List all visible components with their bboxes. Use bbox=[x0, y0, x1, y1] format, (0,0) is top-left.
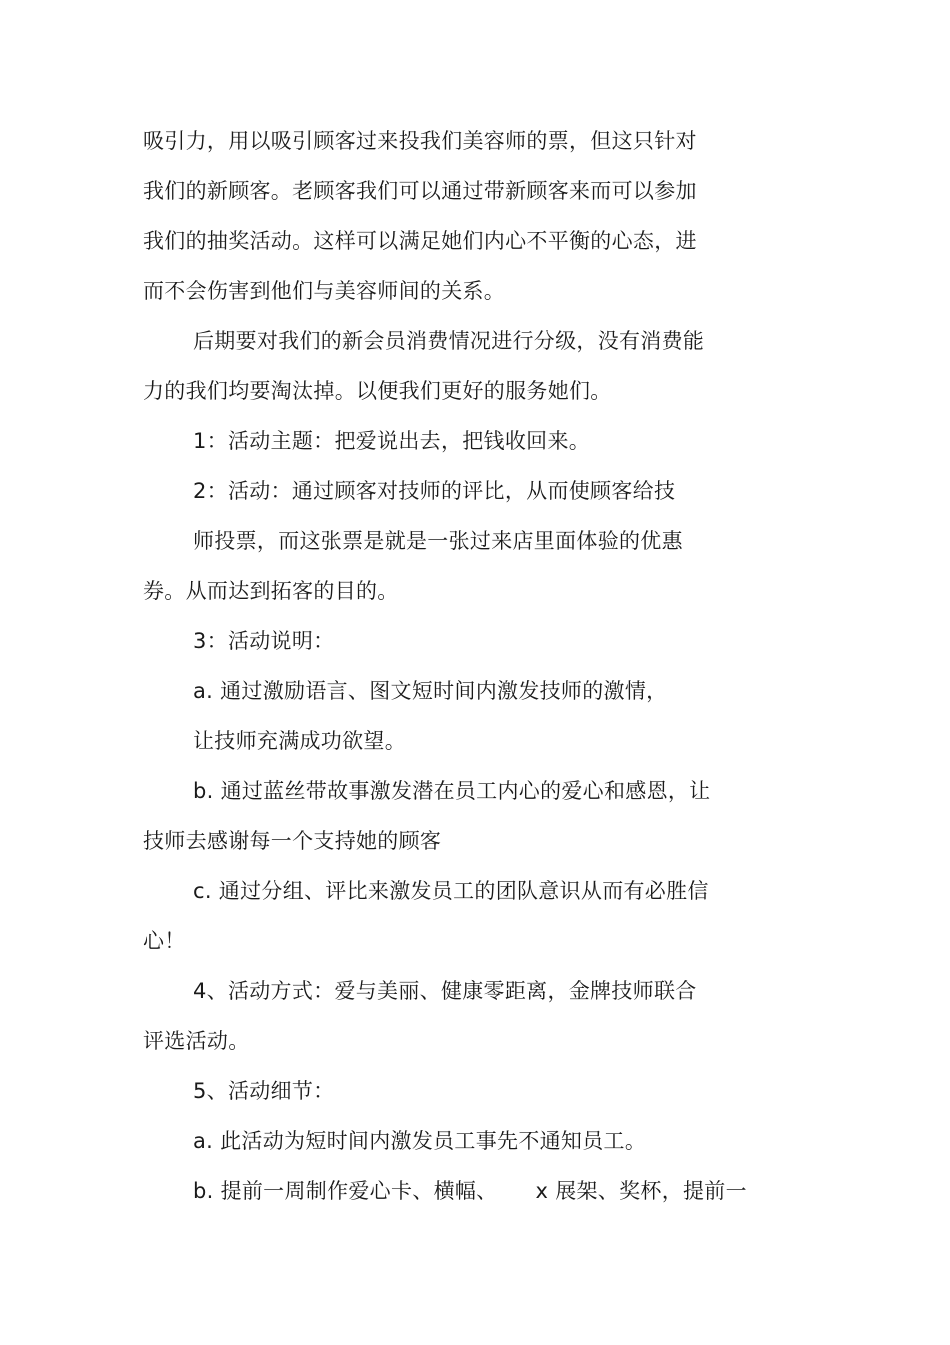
paragraph-line: 券。从而达到拓客的目的。 bbox=[143, 579, 399, 603]
last-line-part2: x bbox=[535, 1179, 549, 1203]
last-line-part1: b. 提前一周制作爱心卡、横幅、 bbox=[193, 1179, 498, 1203]
last-line-part3: 展架、奖杯，提前一 bbox=[555, 1179, 747, 1203]
paragraph-line: 力的我们均要淘汰掉。以便我们更好的服务她们。 bbox=[143, 379, 612, 403]
paragraph-line: 心！ bbox=[143, 929, 186, 953]
paragraph-line: 我们的新顾客。老顾客我们可以通过带新顾客来而可以参加 bbox=[143, 179, 697, 203]
paragraph-line: 技师去感谢每一个支持她的顾客 bbox=[143, 829, 442, 853]
list-item: a. 此活动为短时间内激发员工事先不通知员工。 bbox=[193, 1129, 647, 1153]
paragraph-line: 后期要对我们的新会员消费情况进行分级，没有消费能 bbox=[193, 329, 705, 353]
paragraph-line: 我们的抽奖活动。这样可以满足她们内心不平衡的心态，进 bbox=[143, 229, 697, 253]
list-item: 4、活动方式：爱与美丽、健康零距离，金牌技师联合 bbox=[193, 979, 697, 1003]
paragraph-line: 师投票，而这张票是就是一张过来店里面体验的优惠 bbox=[193, 529, 683, 553]
list-item: 2：活动：通过顾客对技师的评比，从而使顾客给技 bbox=[193, 479, 676, 503]
list-item: b. 通过蓝丝带故事激发潜在员工内心的爱心和感恩，让 bbox=[193, 779, 711, 803]
paragraph-line: 评选活动。 bbox=[143, 1029, 250, 1053]
paragraph-line: 让技师充满成功欲望。 bbox=[193, 729, 406, 753]
list-item: a. 通过激励语言、图文短时间内激发技师的激情， bbox=[193, 679, 668, 703]
list-item: 1：活动主题：把爱说出去，把钱收回来。 bbox=[193, 429, 591, 453]
list-item-last bbox=[193, 1178, 747, 1204]
paragraph-line: 而不会伤害到他们与美容师间的关系。 bbox=[143, 279, 506, 303]
paragraph-line: 吸引力，用以吸引顾客过来投我们美容师的票，但这只针对 bbox=[143, 129, 697, 153]
list-item: 5、活动细节： bbox=[193, 1079, 335, 1103]
list-item: c. 通过分组、评比来激发员工的团队意识从而有必胜信 bbox=[193, 879, 709, 903]
list-item: 3：活动说明： bbox=[193, 629, 335, 653]
